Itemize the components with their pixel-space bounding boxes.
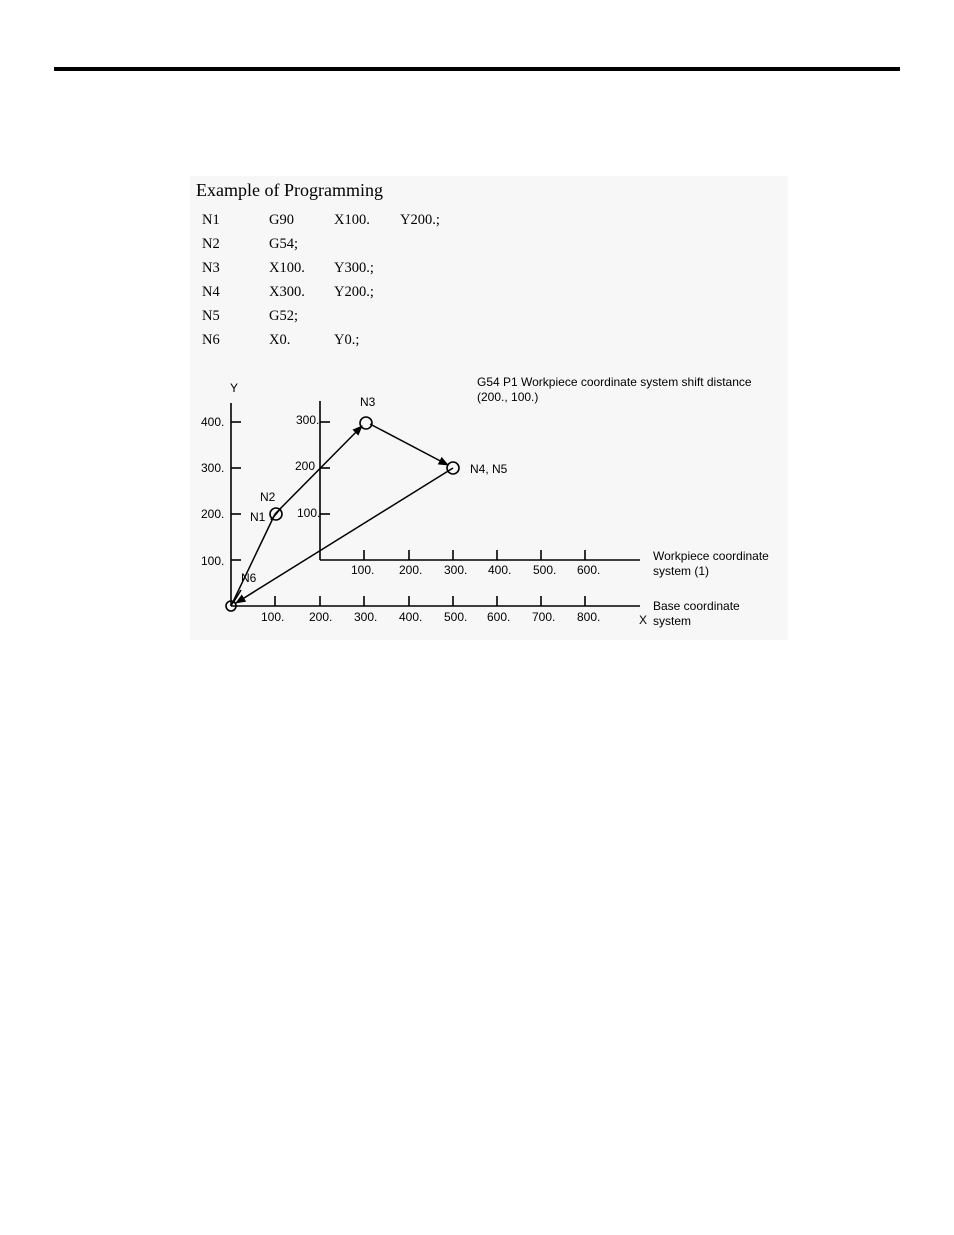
work-x-tick-label: 400. xyxy=(488,563,512,577)
program-title: Example of Programming xyxy=(196,180,383,200)
program-word: Y200.; xyxy=(400,212,440,228)
path-n4 xyxy=(370,424,448,465)
base-y-axis-label: Y xyxy=(230,381,239,395)
base-x-tick-label: 500. xyxy=(444,610,468,624)
shift-distance-note: G54 P1 Workpiece coordinate system shift distance xyxy=(477,375,752,389)
point-label-n4-n5: N4, N5 xyxy=(470,462,508,476)
base-x-tick-label: 700. xyxy=(532,610,556,624)
work-x-tick-label: 500. xyxy=(533,563,557,577)
program-word: G90 xyxy=(269,212,294,228)
work-x-tick-label: 300. xyxy=(444,563,468,577)
block-number: N4 xyxy=(202,284,220,300)
block-number: N6 xyxy=(202,332,220,348)
block-number: N3 xyxy=(202,260,220,276)
path-n6 xyxy=(236,468,453,603)
base-y-tick-label: 400. xyxy=(201,415,225,429)
point-label-n2: N2 xyxy=(260,490,276,504)
block-number: N1 xyxy=(202,212,220,228)
path-n3 xyxy=(275,426,362,514)
base-x-tick-label: 600. xyxy=(487,610,511,624)
workpiece-system-label: system (1) xyxy=(653,564,710,578)
base-x-axis-label: X xyxy=(639,613,648,627)
point-marker-n3 xyxy=(360,417,372,429)
base-system-label: Base coordinate xyxy=(653,599,740,613)
base-y-tick-label: 200. xyxy=(201,507,225,521)
point-label-n3: N3 xyxy=(360,395,376,409)
program-word: X100. xyxy=(334,212,370,228)
base-x-tick-label: 300. xyxy=(354,610,378,624)
program-word: Y300.; xyxy=(334,260,374,276)
point-label-n6: N6 xyxy=(241,571,257,585)
work-x-tick-label: 100. xyxy=(351,563,375,577)
program-word: X100. xyxy=(269,260,305,276)
work-y-tick-label: 100. xyxy=(297,506,321,520)
work-x-tick-label: 200. xyxy=(399,563,423,577)
point-label-n1: N1 xyxy=(250,510,266,524)
program-word: G54; xyxy=(269,236,298,252)
base-x-tick-label: 400. xyxy=(399,610,423,624)
base-y-tick-label: 300. xyxy=(201,461,225,475)
base-x-tick-label: 800. xyxy=(577,610,601,624)
block-number: N2 xyxy=(202,236,220,252)
work-x-tick-label: 600. xyxy=(577,563,601,577)
program-word: G52; xyxy=(269,308,298,324)
base-y-tick-label: 100. xyxy=(201,554,225,568)
workpiece-coordinate-axes xyxy=(320,401,640,560)
program-word: X300. xyxy=(269,284,305,300)
workpiece-system-label: Workpiece coordinate xyxy=(653,549,769,563)
work-y-tick-label: 300. xyxy=(296,413,320,427)
shift-distance-value: (200., 100.) xyxy=(477,390,539,404)
program-word: Y0.; xyxy=(334,332,360,348)
program-word: Y200.; xyxy=(334,284,374,300)
base-x-tick-label: 100. xyxy=(261,610,285,624)
base-system-label: system xyxy=(653,614,692,628)
program-word: X0. xyxy=(269,332,291,348)
block-number: N5 xyxy=(202,308,220,324)
work-y-tick-label: 200 xyxy=(295,459,316,473)
base-x-tick-label: 200. xyxy=(309,610,333,624)
